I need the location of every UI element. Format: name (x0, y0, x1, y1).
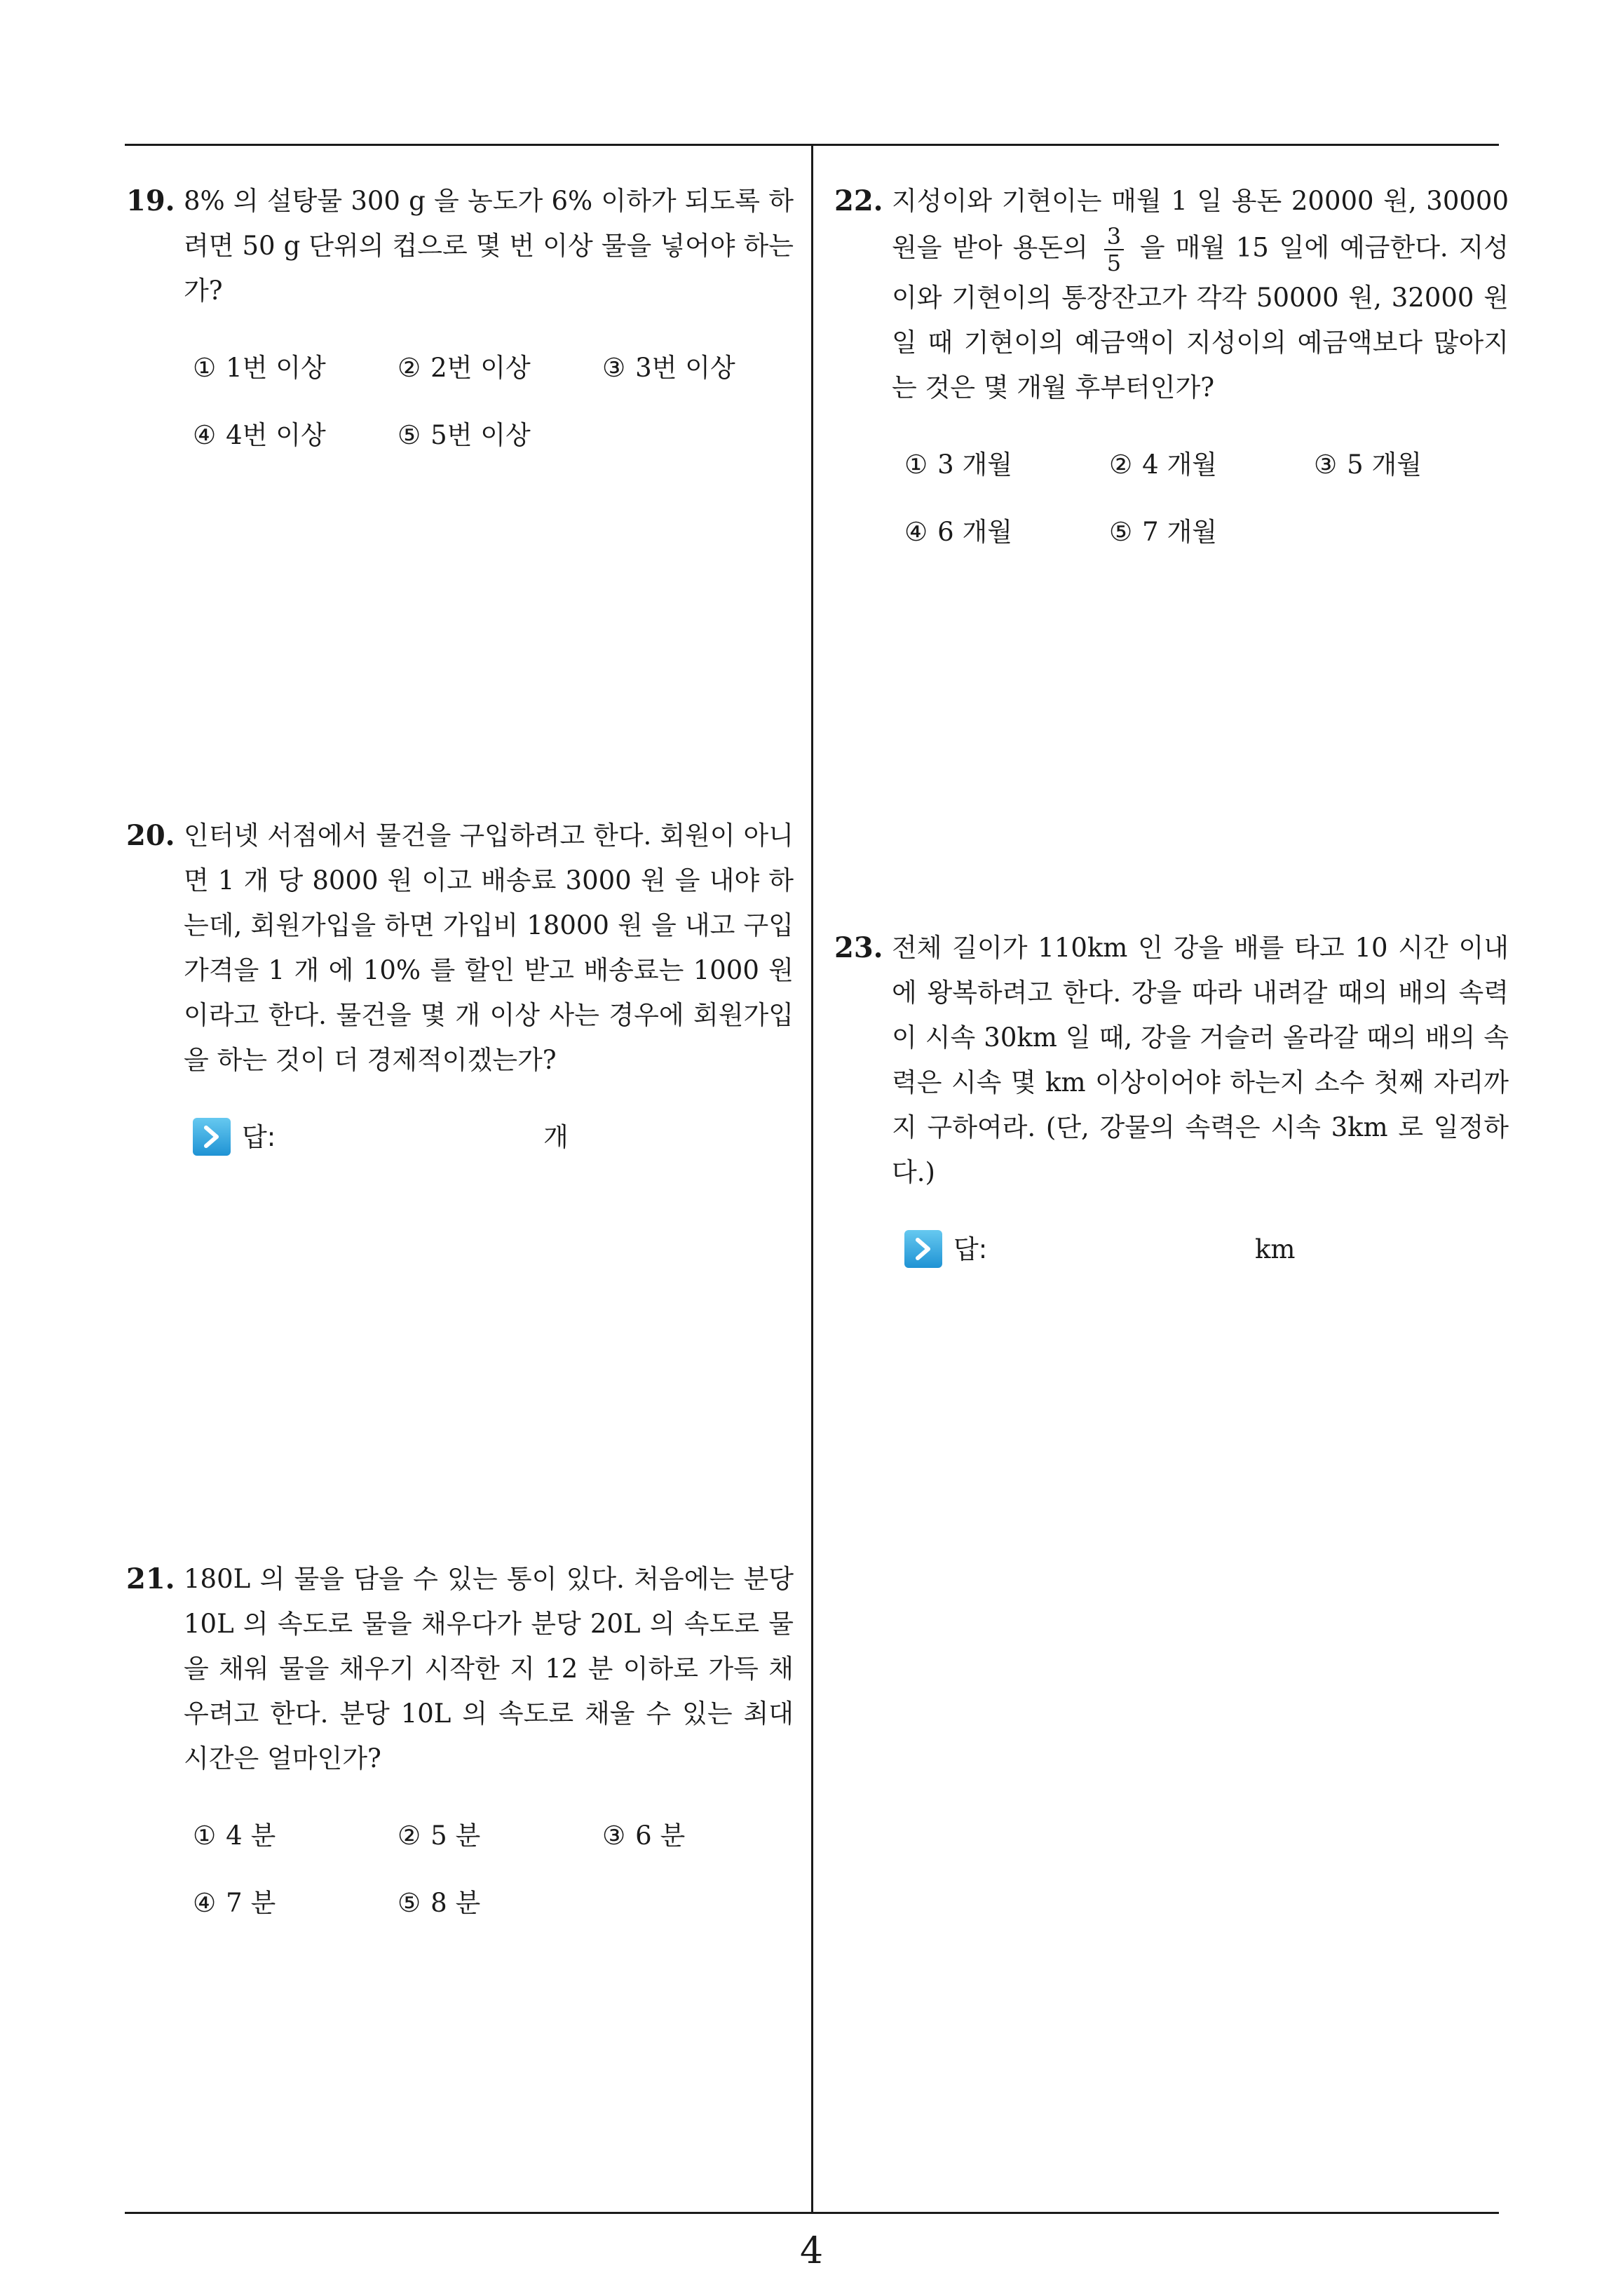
question-number: 22. (834, 184, 883, 217)
choice-5[interactable]: ⑤ 7 개월 (1109, 517, 1217, 547)
question-text: 8% 의 설탕물 300 g 을 농도가 6% 이하가 되도록 하려면 50 g 단위의 컵으로 몇 번 이상 물을 넣어야 하는가? (184, 186, 794, 306)
choice-4[interactable]: ④ 6 개월 (904, 517, 1012, 547)
column-divider (811, 144, 813, 2214)
question-20 (126, 813, 799, 1159)
question-text: 180L 의 물을 담을 수 있는 통이 있다. 처음에는 분당 10L 의 속도로 물을 채우다가 분당 20L 의 속도로 물을 채워 물을 채우기 시작한 지 12 분 이하로 가득 채우려고 한다. 분당 10L 의 속도로 채울 수 있는 최대 시간은 얼마인가? (184, 1564, 794, 1774)
question-19 (126, 179, 799, 457)
choice-3[interactable]: ③ 3번 이상 (602, 353, 735, 383)
question-number: 20. (126, 819, 175, 852)
choice-list (193, 1815, 799, 1924)
choice-3[interactable]: ③ 6 분 (602, 1821, 686, 1851)
question-22 (834, 179, 1514, 553)
answer-label: 답: (953, 1234, 988, 1264)
answer-unit: 개 (543, 1122, 569, 1152)
fraction (1104, 224, 1124, 276)
question-21 (126, 1557, 799, 1924)
choice-list (193, 347, 799, 457)
choice-4[interactable]: ④ 7 분 (193, 1888, 276, 1918)
choice-2[interactable]: ② 2번 이상 (398, 353, 531, 383)
choice-1[interactable]: ① 4 분 (193, 1821, 276, 1851)
choice-1[interactable]: ① 3 개월 (904, 450, 1012, 480)
choice-5[interactable]: ⑤ 8 분 (398, 1888, 481, 1918)
choice-2[interactable]: ② 4 개월 (1109, 450, 1217, 480)
answer-field[interactable] (193, 1116, 799, 1159)
answer-label: 답: (242, 1122, 276, 1152)
question-number: 23. (834, 931, 883, 964)
question-number: 19. (126, 184, 175, 217)
choice-5[interactable]: ⑤ 5번 이상 (398, 420, 531, 450)
choice-1[interactable]: ① 1번 이상 (193, 353, 326, 383)
question-text: 인터넷 서점에서 물건을 구입하려고 한다. 회원이 아니면 1 개 당 8000 원 이고 배송료 3000 원 을 내야 하는데, 회원가입을 하면 가입비 18000 원 을 내고 구입가격을 1 개 에 10% 를 할인 받고 배송료는 1000 원 이라고 한다. 물건을 몇 개 이상 사는 경우에 회원가입을 하는 것이 더 경제적이겠는가? (184, 821, 794, 1075)
choice-2[interactable]: ② 5 분 (398, 1821, 481, 1851)
question-text (892, 179, 1509, 410)
question-number: 21. (126, 1562, 175, 1595)
choice-4[interactable]: ④ 4번 이상 (193, 420, 326, 450)
bottom-rule (125, 2212, 1499, 2214)
question-text-before: 지성이와 기현이는 매월 1 일 용돈 20000 원, 30000 원을 받아 용돈의 (892, 186, 1509, 263)
page-number: 4 (799, 2230, 824, 2272)
answer-unit: km (1255, 1234, 1296, 1264)
choice-list (904, 444, 1514, 553)
fraction-denominator: 5 (1106, 250, 1122, 276)
choice-3[interactable]: ③ 5 개월 (1314, 450, 1422, 480)
chevron-right-icon (904, 1230, 942, 1268)
question-text: 전체 길이가 110km 인 강을 배를 타고 10 시간 이내에 왕복하려고 한다. 강을 따라 내려갈 때의 배의 속력이 시속 30km 일 때, 강을 거슬러 올라갈 때의 배의 속력은 시속 몇 km 이상이어야 하는지 소수 첫째 자리까지 구하여라. (단, 강물의 속력은 시속 3km 로 일정하다.) (892, 933, 1509, 1187)
answer-field[interactable] (904, 1229, 1514, 1271)
question-23 (834, 926, 1514, 1271)
chevron-right-icon (193, 1118, 231, 1156)
question-text-after: 을 매월 15 일에 예금한다. 지성이와 기현이의 통장잔고가 각각 50000 원, 32000 원일 때 기현이의 예금액이 지성이의 예금액보다 많아지는 것은 몇 개월 후부터인가? (892, 232, 1509, 403)
fraction-numerator: 3 (1104, 224, 1124, 250)
